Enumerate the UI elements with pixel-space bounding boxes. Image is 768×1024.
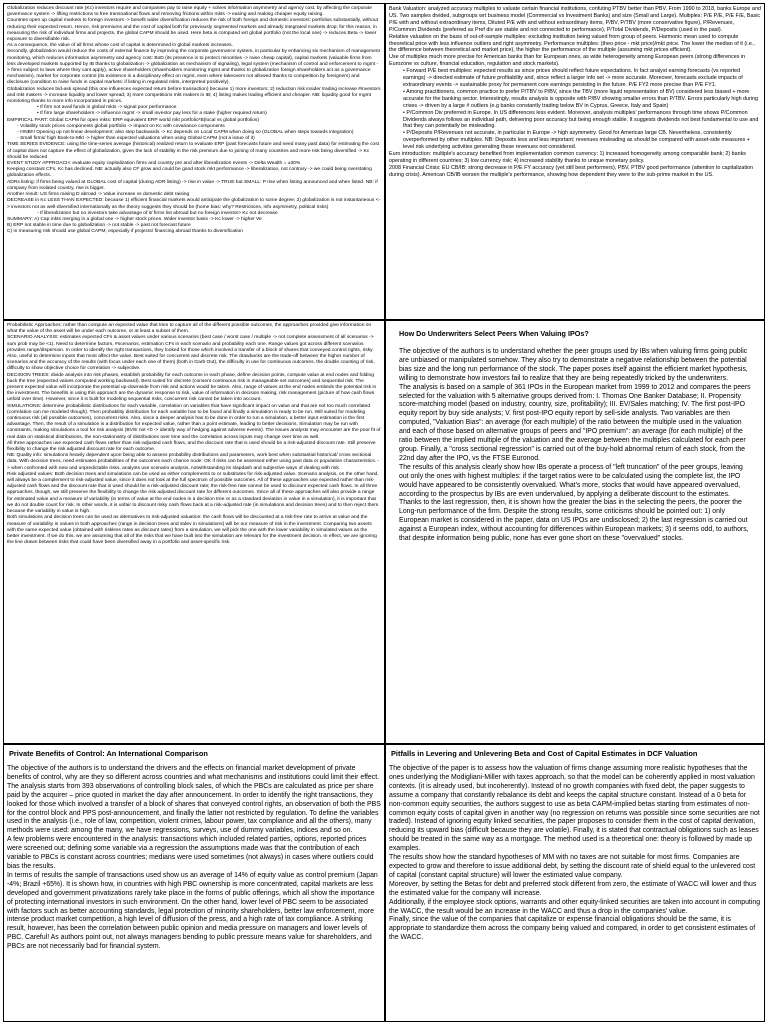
paragraph: The results of this analysis clearly show how IBs operate a process of "left truncation" of the peer groups, leaving out only the ones with highest multiples: if the target ratios were to be calculated using the complete list, the IPO would have appeared to be consistently overvalued. What's more, stocks that would have appeared overvalued, according to the prospectus by IBs are even undervalued, by applying a deliberate discount to the estimates. Thanks to the last regression, then, it is shown how the greater the bias in the selecting the peers, the poorer the Long-run performance of the firm. Despite the strong results, some criticisms should be pointed out: 1) only European market is considered in the paper, data on US IPOs are undisclosed; 2) the last regression is carried out against a European index, without accounting for differences within European markets; 3) it seems odd, to authors, that despite information being public, none has ever gone short on these "overvalued" stocks. <box>399 463 749 543</box>
paragraph: Risk adjusted values: Both decision trees and simulations can be used as either complements to or substitutes for risk-adjusted value. Scenario analysis, on the other hand, will always be a complement to risk-adjusted value, since it does not look at the full spectrum of possible outcomes. All of these approaches use expected rather than risk-adjusted cash flows and the discount rate that is used should be a risk-adjusted discount rate; the risk-free rate cannot be used to discount expected cash flows. In all three approaches, though, we still preserve the flexibility to change the risk adjusted discount rate for different outcomes. Since all of these approaches will also provide a range for estimated value and a measure of variability (in terms of value at the end nodes in a decision tree or as a standard deviation in value in a simulation), it is important that we do not double count for risk. In other words, it is unfair to discount risky cash flows back at a risk-adjusted rate (in simulations and decision trees) and to then reject them because the variability in value is high. <box>7 471 379 515</box>
paragraph: Additionally, if the employee stock options, warrants and other equity-linked securities are taken into account in computing the WACC, the result would be an increase in the WACC and thus a drop in the companies' value. <box>389 898 761 915</box>
paragraph: Finally, since the value of the companies that capitalize or expense financial obligations should be the same, it is appropriate to standardize them across the company being valued and compared, in order to get consistent estimates of the WACC. <box>389 916 756 942</box>
paragraph: SIMULATIONS: determine probabilistic distributions for each variable, correlation on variables that have significant impact on value and that are not too much correlated (correlation can me modeled though). Then probability distribution for each variable has to be found and finally a simulation is ready to be run. Will suited for modeling continuous risk (all possible outcomes), concurrent risks. Also, since a deeper analysis has to be done in order to run a simulation, a better input estimation is the first advantage. Then, the result of a simulation is a distribution for expected value, rather than a point estimate, leading to better decisions. Simulation may be run with constraints, making simulations a tool for risk analysis (BV/E not <0 -> identify way of hedging against adverse events). The issues analysts may encounter are the poor fit of real data on statistical distributions, the non-stationarity of distributions over time and the correlation across inputs may change over time as well. <box>7 403 381 440</box>
section-globalization <box>3 3 385 320</box>
paragraph: Countries open up capital markets to foreign investors -> benefit wider diversification reduces the risk of both foreign and domestic investors' portfolios substantially, without reducing their expected return. Hence, risk premiums and the cost of capital both for previously segmented markets and already integrated markets drop; for this reason, in measuring the risk of individual firms and projects, the global CAPM should be used. Here beta is computed wrt global portfolio (not the local one) -> reduces Beta -> lower exposure to diversifiable risk. <box>7 18 378 43</box>
paragraph: - If liberalization but no investors take advantage of it/ firms list abroad but no foreign investor> Kc not decrease <box>37 210 278 216</box>
paragraph: DECISION TREES: divide analysis into risk phases, establish probability for each outcome in each phase, define decision points, compute value at end nodes and folding back the tree (expected values computed working backward). Best suited for discrete (consent continuous risk in manageable set outcomes) and sequential risk. The present expected value will incorporate the potential up-downside from risk and actions would be taken. Also, range of values at the end nodes embeds the potential risk in the investment. The benefits in using this approach are the dynamic response to risk, value of information in decision making, risk management (picture of how cash flows unfold over time). However, since it is built for modeling sequential risks, concurrent risk cannot be taken into account. <box>7 372 377 403</box>
paragraph: DECREASE in Kc LESS THAN EXPECTED: because 1) efficient financial markets would anticipate the globalization to some degree; 2) globalization is not instantaneous <-> investors not as well-diversified internationally as the theory suggests they should be (home bias: why? Restrictions, info asymmetry, political risks) <box>7 198 381 210</box>
paragraph: - Volatility stock prices components global portfolio -> impact on Kc with covariance components <box>17 123 225 129</box>
paragraph: B) ERP not stable in time due to globalization -> not stable -> past not forecast future <box>7 223 191 229</box>
section-heading: Pitfalls in Levering and Unlevering Beta and Cost of Capital Estimates in DCF Valuation <box>391 749 698 758</box>
paragraph: Both simulations and decision trees can be used as alternatives to risk-adjusted valuation: the cash flows will be discounted at a risk-free rate to arrive at value and the measure of variability in values in both approaches (range in decision trees and stdev in simulations) will be our measure of risk in the investment. Comparing two assets with the same expected value (obtained with riskless rates as discount rates) from a simulation, we will pick the one with the lower variability in simulated values as the better investment. If we do this, we are assuming that all of the risks that we have built into the simulation are relevant for the investment decision. In effect, we are ignoring the line drawn between risks that could have been diversified away in a portfolio and asset-specific risk. <box>7 515 377 546</box>
section-ipo-peers <box>385 320 765 744</box>
section-levering-beta <box>385 744 765 1022</box>
paragraph: The objective of the authors is to understand whether the peer groups used by IBs when valuing firms going public are unbiased or manipulated somehow. They also try to demonstrate a negative relationship between the potential bias size and the long run performance of the stock. The paper poses itself against the efficient market hypothesis, willing to demonstrate how investors fail to realize that they are being repeatedly tricked by the underwriters. <box>399 348 748 382</box>
paragraph: Euro introduction: multiple's accuracy benefited from implementation common currency: 1) increased homogeneity among comparable bank; 2) banks operating in different countries; 3) low currency risk; 4) increased stability thanks to unique monetary policy. <box>389 151 746 164</box>
paragraph: In terms of results the sample of transactions used show us an average of 14% of equity value as control premium (Japan -4%; Brazil +65%). It is shown how, in countries with high PBC ownership is more concentrated, capital markets are less developed and government privatizations rarely take place in the forms of public offerings, which all show the importance of protecting international investors in such environment. On the other hand, lower level of PBC seem to be associated with factors such as better accounting standards, legal protection of minority shareholders, better law enforcement, more intense product market competition, a high level of diffusion of the press, and a high rate of tax compliance. A striking result, however, has been the correlation between public opinion and media pressure on managers and lower levels of PBC. Careful! As authors point out, not always managers bending to public pressure means value for shareholders, and PBCs are not necessarily bad for financial system. <box>7 871 378 951</box>
paragraph: • P/Deposits P/Revenues not accurate, in particular in Europe -> high asymmetry. Good for American large CB. Nevertheless, consistently overperformed by other multiples. NB: Deposits less and less important; revenues misleading as should be compared with asset-side measures + level risk underlying activities generating these revenues not considered. <box>403 130 750 151</box>
paragraph: Another result: US firms raising D abroad -> Value increase vs domestic debt raising <box>7 192 190 198</box>
section-heading: How Do Underwriters Select Peers When Valuing IPOs? <box>399 329 589 338</box>
paragraph: TIME SERIES EVIDENCE: using the time-series average (historical) realized return to evaluate ERP (past forecasts future and need many past data) for estimating the cost of capital does not capture the effect of globalization, given the lack of stability in the risk premium due to joining of many countries and more risk being diversified -> Kc should be reduced <box>7 142 380 160</box>
paragraph: C) in measuring risk should use global CAPM, especially if projects/ financing abroad thanks to diversification <box>7 229 243 235</box>
paragraph: Use of multiples much more precise for American banks than for European ones, as wide heterogeneity among European peers (strong differences in Eurozone vs culture, financial education, regulation and stock markets). <box>389 54 746 68</box>
paragraph: As a consequence, the value of all firms whose cost of capital is determined in global markets increases. <box>7 43 233 49</box>
paragraph: A few problems were encountered in the analysis: transactions which included related parties, options, reported prices were screened out; defining some variable via a regression the assumptions made was that the contribution of each variable to PBCs is constant across countries; medians were used sometimes (not always) in cases where outliers could bias the results. <box>7 836 374 870</box>
paragraph: The analysis is based on a sample of 361 IPOs in the European market from 1999 to 2012 and compares the peers selected for the valuation with 5 alternative groups derived from: I. Thomas One Banker Database; II. Propensity score-matching model (based on industry, country, size, profitability); III. EV/Sales matching; IV. The first post-IPO equity report by buy side analysts; V. first post-IPO equity report by sell-side analysts. Two variables are then computed, "Valuation Bias": an average (for each multiple) of the ratio between the multiple used in the valuation and each of those based on alternative groups of peers and "IPO premium": an average (for each multiple) of the ratio between the implied multiple of the valuation and the average between the multiples calculated for each peer group. Finally, a "cross sectional regression" is carried out of the buy-hold abnormal return of each stock, from the 22nd day after the IPO, vs the FTSE Euronod. <box>399 383 751 462</box>
paragraph: ADRs listing: if firms being valued at GLOBAL cost of capital (during ADR listing) -> rise in value -> TRUE but SMALL: P rise when listing announced and when listed. NB: if company from isolated country, rise is bigger. <box>7 179 378 191</box>
paragraph: The objective of the authors is to understand the drivers and the effects on financial market development of private benefits of control, why are they so different across countries and what mechanisms and institutions could limit their effect. The analysis starts from 393 observations of controlling block sales, of which the PBCs are calculated as price per share paid by the acquirer – price quoted in market the day after announcement. In order to identify the right transactions, they looked for those which involved a transfer of a block of shares that conveyed control rights, an observation of both the PBS for the control block and PPS post-announcement, and finally the latter not restricted by regulation. To define the variables used in the analysis (i.e., role of law, competition, violent crimes, labour power, tax compliance and all the others), many methods were used: among the many, we have regressions, surveys, use of dummy variables, indices and so on. <box>7 765 381 835</box>
paragraph: • Among practitioners, common practice to prefer P/TBV to P/BV, since the TBV (more liquid representation of BV) considered less biased + more accurate for the banking sector. Interestingly, results analysis is opposite with P/BV showing smaller errors than P/TBV. Errors particularly high during crises -> driven by a large # outliers (e.g banks constantly trading below BV in Cyprus, Greece, Italy and Spain) <box>403 88 759 109</box>
section-bank-valuation <box>385 3 765 320</box>
paragraph: All three approaches use expected cash flows rather than risk-adjusted cash flows, and the discount rate that is used should be a risk-adjusted discount rate. Still preserve flexibility to change the risk adjusted discount rate for each outcome. <box>7 440 376 453</box>
paragraph: Secondly, globalization would reduce the costs of external finance by improving the corporate governance system, in particular by enhancing six mechanism of management monitoring, which reduces information asymmetry and agency cost: BoD (its presence is to protect minorities -> raise cheap capital), capital markets (valuable firms from less developed markets supported by IB thanks to globalization -> globalization as mechanism of signaling), legal system (mechanism of control and enforcement to mgmt -> firms subject to laws where they cant apply), active shareholders (shareholders monitoring mgmt and thanks to globalization foreign shareholders act as a governance mechanism), market for corporate control (its existence is a disciplinary effect on mgmt, even where takeovers not allowed thanks to competition by foreigners) and disclosure (condition to raise funds in capital markets: if listing in regulated mkts, interpreted positively). <box>7 49 380 86</box>
paragraph: • If firm not avail funds in global mkts -> signal poor performance <box>37 105 177 111</box>
section-heading: Private Benefits of Control: An International Comparison <box>9 749 208 758</box>
paragraph: SCENARIO ANALYSIS: estimates expected CFs & asset values under various scenarios (best case / worst case / multiple -> not complete assessment of all scenarios -> sum prob may be <1). Need to determine factors, #scenarios, estimation CFs in each scenario and probability each one. Range values got across different scenarios provides range/dispersion. In order to identify the right transactions, they looked for those which involved a transfer of a block of shares that conveyed control rights, risky. Also, useful to determine inputs that most affect the value. Best suited for concurrent and discrete risk. The drawbacks are the trade-off between the higher number of scenarios and the accuracy of the results (with focus under each one of them) (both in Garb Out), the difficulty in use for continuous outcomes, the double counting of risk, difficulty to show objective choice for correlation -> subjective. <box>7 335 375 372</box>
paragraph: Bank Valuation: analyzed accuracy multiples to valuate certain financial institutions, confuting PTBV better than PBV. From 1990 to 2018, banks Europe and US. Two samples divided, subgroups wrt business model (Commercial vs Investment Banks) and size (Small and Large). Multiples: P/E P/E, P/E F/E, Basic P/E with and without extraordinary items, Diluted P/E with and without extraordinary items, P/BV, P/TBV (more conservative figure), P/Revenues, P/Common Dividends (preferred as Pref div are stable and not connected to performance), P/Total Dividends, P/Deposits (used in the past). <box>389 6 761 33</box>
paragraph: • Forward P/E best multiples: expected results as since prices should reflect future expectations. In fact analyst earning forecasts (vs reported earnings) -> directed estimate of future profitability and, since reflect a larger info set -> more accurate. Moreover, forecasts exclude impacts of extraordinary events -> sustainable proxy for permanent core earnings persisting in the future. P/E FY2 more precise than P/E FY1. <box>403 68 743 88</box>
paragraph: 2008 Financial Crisis: EU CB/IB: strong decrease in P/E FY accuracy (yet still best performers), PBV, PTBV good performance (attention to capitalization during crisis). American CB/IB worsen the multiple's performance, showing how dependent they were to the sub-prime market in the US. <box>389 164 754 178</box>
paragraph: Keeping constant CFs, Kc has declined. NB: actually also CF grow and could be good stock mkt performance -> liberalization, not contrary -> we could being overstating globalization effects. <box>7 167 372 179</box>
paragraph: EVENT STUDY APPROACH: evaluate equity capitalization firms and country pre and after liberalization events -> Delta Wealth = ±30% <box>7 161 301 167</box>
paragraph: The results show how the standard hypotheses of MM with no taxes are not suitable for most firms. Companies are expected to grow and therefore to issue additional debt, by setting the discount rate of shield equal to the unlevered cost of capital (constant capital structure) will lower the estimated value company. <box>389 854 756 879</box>
paragraph: • P/Common Div preferred in Europe. In US differences less evident. Moreover, analysis multiples' performances through time shows P/Common Dividends always follows an individual path, delivering poor accuracy but being enough stable. It suggests dividends not best fundamental to use and that they can potentially be misleading. <box>403 109 759 130</box>
paragraph: • If firm large shareholders -> influence mgmt -> small investor pay less for a stake (higher required return) <box>37 111 267 117</box>
paragraph: NB: Quality info: simulations heavily dependent upon being able to assess probability distributions and parameters, work best when substantial historical/ cross sectional data. With decision trees, need estimates probabilities of the outcomes each chance node: OK if risks can be assessed either using past data or population characteristics. -> when confronted with new and unpredictable risks, analysts use scenario analysis, notwithstanding its slapdash and subjective ways of dealing with risk. <box>7 453 380 471</box>
paragraph: SUMMARY: A) Cap mkts merging in a global one -> higher stock prices. Wider investor basis -> Kc lower -> higher Ve <box>7 216 262 222</box>
paragraph: Probabilistic Approaches: rather than compute an expected value that tries to capture all of the different possible outcomes, the approaches provided give information on what the value of the asset will be under each outcome, or at least a subset of them. <box>7 323 372 335</box>
paragraph: Moreover, by setting the Betas for debt and preferred stock different from zero, the estimate of WACC will lower and thus the estimated value for the company will increase. <box>389 880 757 897</box>
section-probabilistic-approaches <box>3 320 385 744</box>
paragraph: Globalization reduces discount rate (Kc) investors require and companies pay to raise equity + solves information asymmetry and agency cost, by affecting the corporate governance system -> lifting restrictions to free transnational flows and removing frictions within mkts -> easing and making cheaper equity raising. <box>7 6 372 18</box>
paragraph: - Small firms/ high Book-to-Mkt -> higher than expected valuations when using Global CAPM (not a issue of it) <box>17 136 255 142</box>
paragraph: Relative valuation on the basis of out-of-sample multiples: excluding institution being valued from group of peers. Harmonic mean used to compute theoretical price with less influence outliers and right asymmetry. Performance multiples: (theo price - mkt price)/mkt price. The lower the median of it (i.e., the difference between theoretical and market price), the higher the performance of the multiple (assuming mkt prices efficient). <box>389 33 755 54</box>
paragraph: The objective of the paper is to assess how the valuation of firms change assuming more realistic hypotheses that the ones underlying the Modigliani-Miller with taxes approach, so that the model can be coherently applied in most valuation contexts. (it is already used, but incoherently). Instead of no growth companies with fixed debt, the paper suggests to assume a company that constantly rebalance its debt and keeps the capital structure constant. Instead of a 0 beta for non-common equity securities, the authors suggest to use as beta CAPM-implied betas starting from estimates of non-common equity costs of capital given in another way (no regression on returns was possible since some securities are not traded). Instead of ignoring equity linked securities, the paper proposes to consider them in the cost of capital derivation, reducing its upward bias (difficult because they are volatile). Finally, it is stated that contractual obligations such as leases should be treated in the same way as a mortgage. The method used is a theoretical one: theory is followed by made up examples. <box>389 765 760 853</box>
paragraph: - !!!NB!!! Opening up not linear development: also step backwards -> Kc depends on Local CAPM when doing so (GLOBAL when steps towards integration) <box>17 130 354 136</box>
section-private-benefits <box>3 744 385 1022</box>
paragraph: EMPIRICAL PART: Global CAPM for open mkts: ERP equivalent ERP world mkt portfolio*B(local vs global portfolios) <box>7 117 259 123</box>
paragraph: Globalization reduces bid-ask spread (this one influences expected return before transaction) because 1) more investors; 2) reduction risk insider trading increase #investors and mkt makers -> increase liquidity and lower spread; 3) more competitions mkt makers in IB; 4) listing makes trading efficient and cheaper. NB: liquidity good for mgmt monitoring thanks to more info incorporated in prices. <box>7 86 381 105</box>
